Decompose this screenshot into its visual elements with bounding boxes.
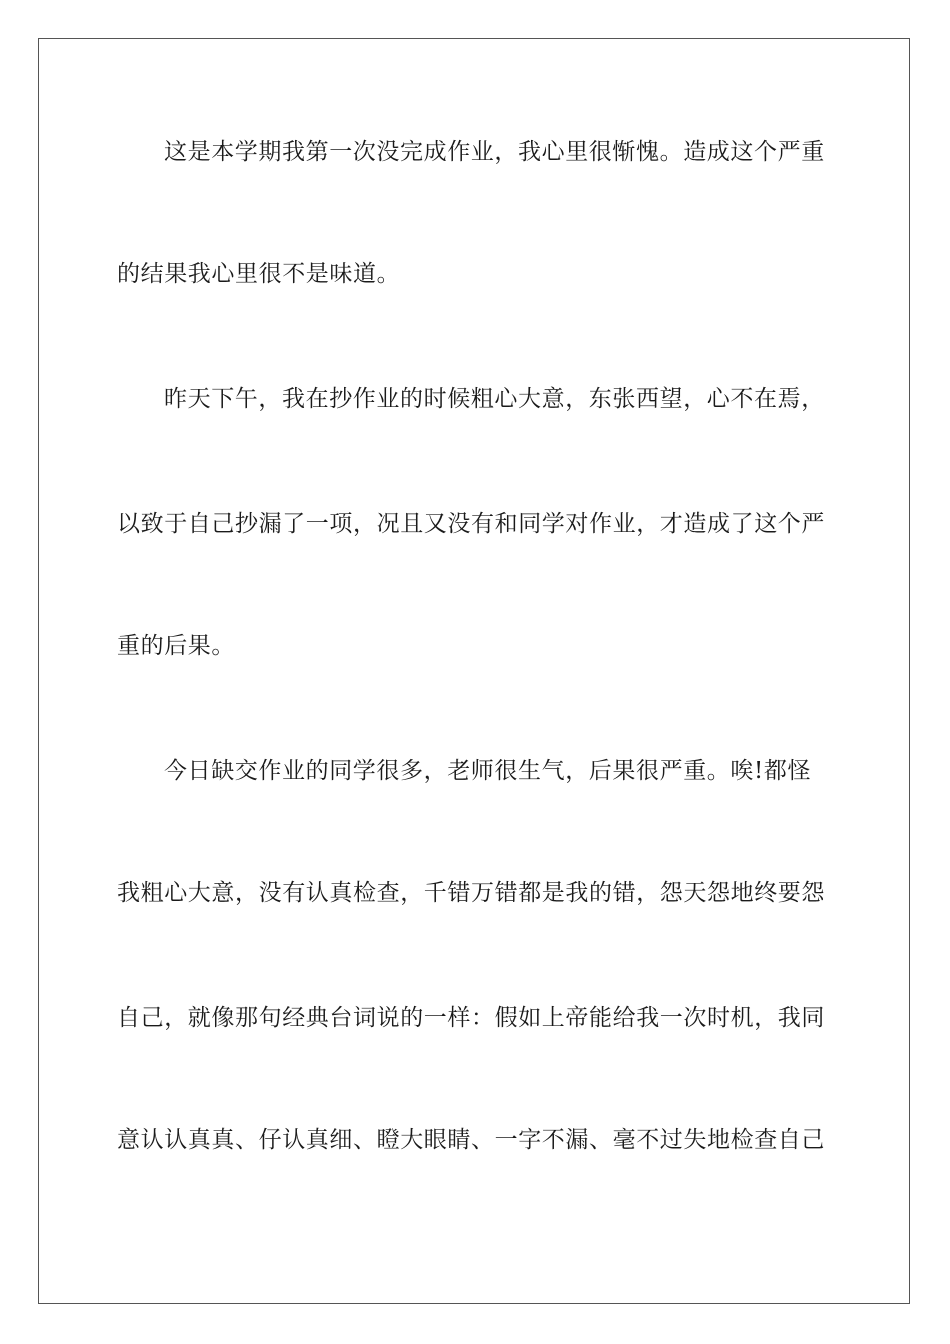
paragraph-2-line-2: 以致于自己抄漏了一项，况且又没有和同学对作业，才造成了这个严 [117, 511, 825, 537]
paragraph-2-line-3: 重的后果。 [117, 633, 235, 659]
paragraph-3-line-1: 今日缺交作业的同学很多，老师很生气，后果很严重。唉!都怪 [164, 758, 812, 784]
paragraph-3-line-2: 我粗心大意，没有认真检查，千错万错都是我的错，怨天怨地终要怨 [117, 880, 825, 906]
paragraph-3-line-4: 意认认真真、仔认真细、瞪大眼睛、一字不漏、毫不过失地检查自己 [117, 1127, 825, 1153]
paragraph-3-line-3: 自己，就像那句经典台词说的一样：假如上帝能给我一次时机，我同 [117, 1005, 825, 1031]
page-border [38, 38, 910, 1304]
paragraph-2-line-1: 昨天下午，我在抄作业的时候粗心大意，东张西望，心不在焉， [164, 386, 825, 412]
paragraph-1-line-2: 的结果我心里很不是味道。 [117, 261, 401, 287]
paragraph-1-line-1: 这是本学期我第一次没完成作业，我心里很惭愧。造成这个严重 [164, 139, 825, 165]
